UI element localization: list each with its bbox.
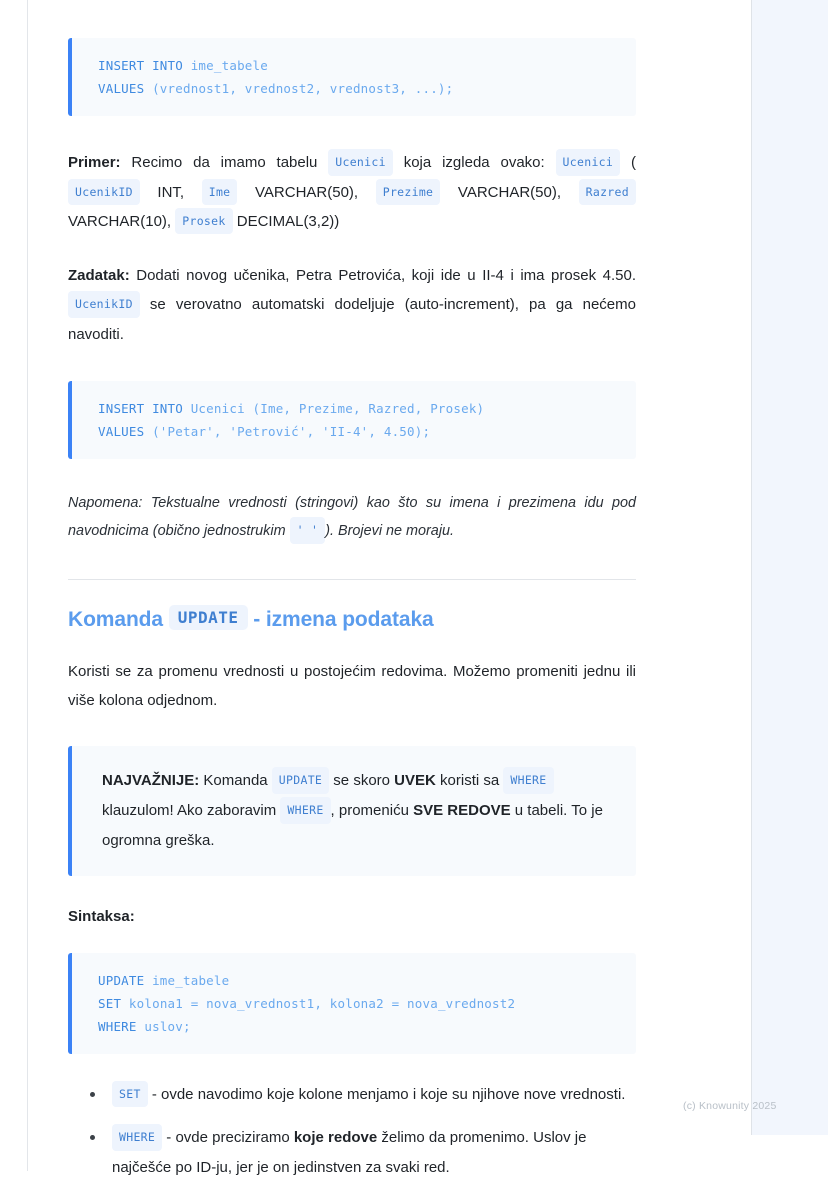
page-left-rule bbox=[27, 0, 28, 1171]
callout-text-2: se skoro bbox=[329, 771, 395, 789]
list-item-bold: koje redove bbox=[293, 1129, 378, 1147]
zadatak-text-2: se verovatno automatski dodeljuje (auto-increment), pa ga nećemo navoditi. bbox=[68, 296, 636, 343]
callout-text-3: koristi sa bbox=[435, 771, 504, 789]
primer-text-8: DECIMAL(3,2)) bbox=[232, 212, 340, 230]
code-text: (vrednost1, vrednost2, vrednost3, ...); bbox=[144, 81, 454, 97]
callout-text-5: , promeniću bbox=[330, 801, 414, 819]
section-divider bbox=[68, 579, 636, 580]
inline-code-prosek: Prosek bbox=[175, 208, 232, 234]
inline-code-ucenikid: UcenikID bbox=[68, 179, 140, 205]
inline-code-ucenikid-2: UcenikID bbox=[68, 291, 140, 317]
section-title-pre: Komanda bbox=[68, 608, 169, 632]
primer-text-2: koja izgleda ovako: bbox=[392, 154, 556, 172]
bullet-list bbox=[68, 1080, 636, 1182]
primer-label: Primer: bbox=[68, 154, 121, 172]
zadatak-text-1: Dodati novog učenika, Petra Petrovića, koji ide u II-4 i ima prosek 4.50. bbox=[129, 267, 636, 284]
napomena-text-1: Napomena: Tekstualne vrednosti (stringovi) kao što su imena i prezimena idu pod navodnicima (obično jednostrukim bbox=[68, 495, 636, 540]
callout-bold-sve-redove: SVE REDOVE bbox=[413, 801, 511, 819]
section-title-post: - izmena podataka bbox=[247, 608, 434, 632]
list-item-text-1: - ovde navodimo koje kolone menjamo i koje su njihove nove vrednosti. bbox=[147, 1086, 626, 1104]
primer-text-7: VARCHAR(10), bbox=[68, 212, 176, 230]
callout-text-6: u tabeli. To je ogromna greška. bbox=[102, 801, 603, 849]
paragraph-zadatak bbox=[68, 261, 636, 349]
code-block-insert-example bbox=[68, 381, 636, 459]
code-text: ime_tabele bbox=[182, 58, 268, 73]
code-keyword: INSERT INTO bbox=[98, 58, 183, 73]
code-keyword: UPDATE bbox=[98, 972, 145, 988]
paragraph-primer bbox=[68, 148, 636, 236]
inline-code-update-2: UPDATE bbox=[272, 767, 329, 794]
callout-bold-uvek: UVEK bbox=[394, 771, 436, 789]
inline-code-where-2: WHERE bbox=[280, 797, 330, 824]
code-keyword: VALUES bbox=[98, 423, 145, 439]
code-text: uslov; bbox=[136, 1018, 191, 1034]
primer-text-4: INT, bbox=[139, 183, 202, 201]
inline-code-ime: Ime bbox=[202, 179, 238, 205]
inline-code-prezime: Prezime bbox=[376, 179, 441, 205]
paragraph-napomena bbox=[68, 489, 636, 545]
inline-code-razred: Razred bbox=[579, 179, 636, 205]
zadatak-label: Zadatak: bbox=[68, 267, 130, 284]
code-block-insert-syntax bbox=[68, 38, 636, 116]
inline-code-quotes: ' ' bbox=[290, 517, 326, 543]
code-text: kolona1 = nova_vrednost1, kolona2 = nova_vrednost2 bbox=[121, 995, 516, 1011]
paragraph-update-intro: Koristi se za promenu vrednosti u postojećim redovima. Možemo promeniti jednu ili više kolona odjednom. bbox=[68, 663, 636, 710]
primer-text-1: Recimo da imamo tabelu bbox=[120, 154, 329, 172]
callout-text-4: klauzulom! Ako zaboravim bbox=[102, 801, 281, 819]
document-content bbox=[68, 0, 636, 1196]
list-item-text-1: - ovde preciziramo bbox=[162, 1129, 294, 1147]
subheading-sintaksa: Sintaksa: bbox=[68, 907, 135, 925]
list-item bbox=[90, 1123, 636, 1182]
code-text: ('Petar', 'Petrović', 'II-4', 4.50); bbox=[144, 423, 431, 439]
primer-text-5: VARCHAR(50), bbox=[237, 183, 376, 201]
primer-text-6: VARCHAR(50), bbox=[440, 183, 579, 201]
primer-text-3: ( bbox=[620, 154, 636, 172]
callout-label: NAJVAŽNIJE: bbox=[102, 771, 200, 789]
code-keyword: WHERE bbox=[98, 1018, 137, 1034]
inline-code-ucenici: Ucenici bbox=[328, 149, 393, 175]
inline-code-where: WHERE bbox=[503, 767, 553, 794]
code-keyword: VALUES bbox=[98, 81, 145, 97]
napomena-text-2: ). Brojevi ne moraju. bbox=[325, 523, 455, 540]
inline-code-set: SET bbox=[112, 1081, 148, 1107]
code-text: Ucenici (Ime, Prezime, Razred, Prosek) bbox=[182, 400, 485, 416]
code-keyword: SET bbox=[98, 995, 122, 1011]
code-text: ime_tabele bbox=[144, 972, 230, 988]
list-item bbox=[90, 1080, 636, 1109]
page-right-margin-strip bbox=[752, 0, 828, 1135]
list-item-text-2: želimo da promenimo. Uslov je najčešće po ID-ju, jer je on jedinstven za svaki red. bbox=[112, 1129, 587, 1176]
code-keyword: INSERT INTO bbox=[98, 400, 183, 416]
inline-code-ucenici-2: Ucenici bbox=[556, 149, 621, 175]
footer-copyright: (c) Knowunity 2025 bbox=[683, 1100, 777, 1112]
callout-text-1: Komanda bbox=[199, 771, 272, 789]
inline-code-where-3: WHERE bbox=[112, 1124, 162, 1150]
callout-najvaznije bbox=[68, 746, 636, 876]
inline-code-update: UPDATE bbox=[169, 605, 248, 630]
section-title-update bbox=[68, 605, 636, 632]
code-block-update-syntax bbox=[68, 953, 636, 1054]
